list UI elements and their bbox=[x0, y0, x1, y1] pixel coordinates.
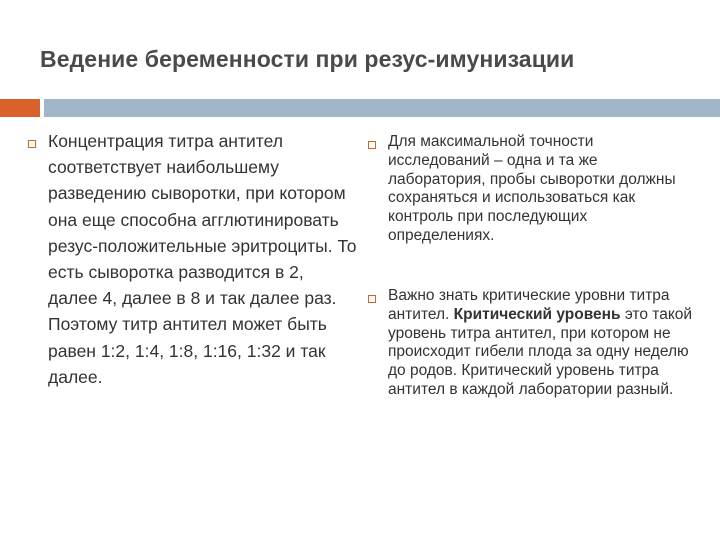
slide-title: Ведение беременности при резус-имунизации bbox=[40, 46, 575, 72]
square-bullet-icon bbox=[368, 295, 376, 303]
right-bullet-text-2 bbox=[388, 287, 698, 400]
left-bullet-text: Концентрация титра антител соответствует наибольшему разведению сыворотки, при котором она еще способна агглютинировать резус-положительные эритроциты. То есть сыворотка разводится в 2, далее 4, далее в 8 и так далее раз. Поэтому титр антител может быть равен 1:2, 1:4, 1:8, 1:16, 1:32 и так далее. bbox=[48, 131, 357, 387]
critical-level-definition: это такой уровень титра антител, при котором не происходит гибели плода за одну неделю до родов. Критический уровень титра антител в каждой лаборатории разный. bbox=[388, 305, 693, 398]
square-bullet-icon bbox=[368, 141, 376, 149]
critical-level-term: Критический уровень bbox=[453, 305, 621, 323]
accent-bar-blue bbox=[44, 99, 720, 117]
right-bullet-text-1: Для максимальной точности исследований – одна и та же лаборатория, пробы сыворотки должны сохраняться и использоваться как контроль при последующих определениях. bbox=[388, 133, 676, 244]
square-bullet-icon bbox=[28, 140, 36, 148]
accent-bar-orange bbox=[0, 99, 40, 117]
critical-levels-intro: Важно знать критические уровни титра антител. bbox=[388, 287, 670, 323]
